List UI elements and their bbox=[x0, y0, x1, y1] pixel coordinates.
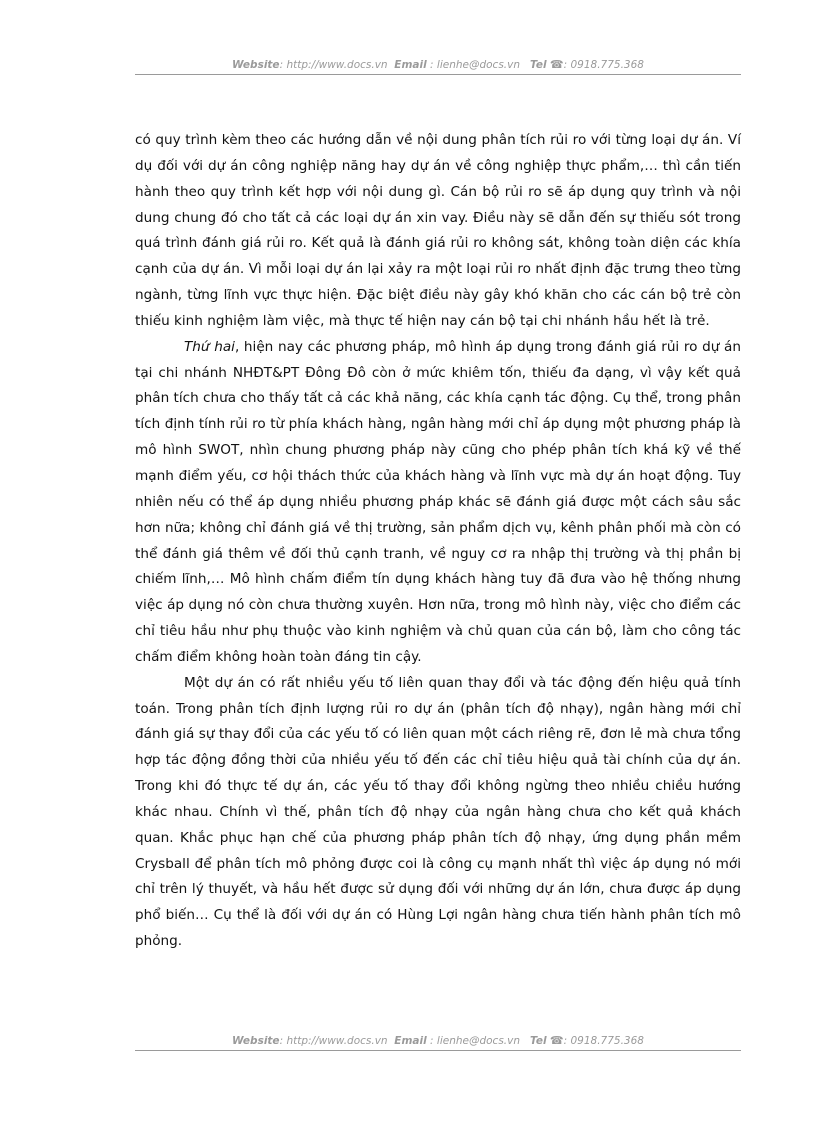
header-website-label: Website bbox=[232, 59, 280, 71]
footer-tel-value: : 0918.775.368 bbox=[563, 1035, 644, 1047]
page-footer bbox=[135, 1034, 741, 1056]
header-website-url[interactable]: http://www.docs.vn bbox=[286, 59, 388, 71]
footer-email-value[interactable]: lienhe@docs.vn bbox=[436, 1035, 521, 1047]
paragraph-3: Một dự án có rất nhiều yếu tố liên quan thay đổi và tác động đến hiệu quả tính toán. Trong phân tích định lượng rủi ro dự án (phân tích độ nhạy), ngân hàng mới chỉ đánh giá sự thay đổi của các yếu tố có liên quan một cách riêng rẽ, đơn lẻ mà chưa tổng hợp tác động đồng thời của nhiều yếu tố đến các chỉ tiêu hiệu quả tài chính của dự án. Trong khi đó thực tế dự án, các yếu tố thay đổi không ngừng theo nhiều chiều hướng khác nhau. Chính vì thế, phân tích độ nhạy của ngân hàng chưa cho kết quả khách quan. Khắc phục hạn chế của phương pháp phân tích độ nhạy, ứng dụng phần mềm Crysball để phân tích mô phỏng được coi là công cụ mạnh nhất thì việc áp dụng nó mới chỉ trên lý thuyết, và hầu hết được sử dụng đối với những dự án lớn, chưa được áp dụng phổ biến… Cụ thể là đối với dự án có Hùng Lợi ngân hàng chưa tiến hành phân tích mô phỏng. bbox=[135, 674, 741, 950]
footer-website-label: Website bbox=[232, 1035, 280, 1047]
header-email-value[interactable]: lienhe@docs.vn bbox=[436, 59, 521, 71]
header-tel-value: : 0918.775.368 bbox=[563, 59, 644, 71]
footer-email-sep: : bbox=[426, 1035, 437, 1047]
page-header bbox=[135, 58, 741, 80]
header-email-label: Email bbox=[394, 59, 427, 71]
header-tel-label: Tel bbox=[530, 59, 547, 71]
footer-email-label: Email bbox=[394, 1035, 427, 1047]
paragraph-1: có quy trình kèm theo các hướng dẫn về nội dung phân tích rủi ro với từng loại dự án. Ví dụ đối với dự án công nghiệp năng hay dự án về công nghiệp thực phẩm,… thì cần tiến hành theo quy trình kết hợp với nội dung gì. Cán bộ rủi ro sẽ áp dụng quy trình và nội dung chung đó cho tất cả các loại dự án xin vay. Điều này sẽ dẫn đến sự thiếu sót trong quá trình đánh giá rủi ro. Kết quả là đánh giá rủi ro không sát, không toàn diện các khía cạnh của dự án. Vì mỗi loại dự án lại xảy ra một loại rủi ro nhất định đặc trưng theo từng ngành, từng lĩnh vực thực hiện. Đặc biệt điều này gây khó khăn cho các cán bộ trẻ còn thiếu kinh nghiệm làm việc, mà thực tế hiện nay cán bộ tại chi nhánh hầu hết là trẻ. bbox=[135, 132, 741, 329]
document-body bbox=[135, 128, 741, 955]
footer-website-url[interactable]: http://www.docs.vn bbox=[286, 1035, 388, 1047]
header-email-sep: : bbox=[426, 59, 437, 71]
phone-icon: ☎ bbox=[549, 58, 564, 71]
paragraph-2 bbox=[135, 335, 741, 671]
paragraph-2-lead: Thứ hai bbox=[184, 338, 235, 355]
footer-website-sep: : bbox=[279, 1035, 287, 1047]
header-rule bbox=[135, 74, 741, 75]
footer-tel-label: Tel bbox=[530, 1035, 547, 1047]
footer-rule bbox=[135, 1050, 741, 1051]
header-website-sep: : bbox=[279, 59, 287, 71]
paragraph-2-text: , hiện nay các phương pháp, mô hình áp dụng trong đánh giá rủi ro dự án tại chi nhánh NHĐT&PT Đông Đô còn ở mức khiêm tốn, thiếu đa dạng, vì vậy kết quả phân tích chưa cho thấy tất cả các khả năng, các khía cạnh tác động. Cụ thể, trong phân tích định tính rủi ro từ phía khách hàng, ngân hàng mới chỉ áp dụng một phương pháp là mô hình SWOT, nhìn chung phương pháp này cũng cho phép phân tích khá kỹ về thế mạnh điểm yếu, cơ hội thách thức của khách hàng và lĩnh vực mà dự án hoạt động. Tuy nhiên nếu có thể áp dụng nhiều phương pháp khác sẽ đánh giá được một cách sâu sắc hơn nữa; không chỉ đánh giá về thị trường, sản phẩm dịch vụ, kênh phân phối mà còn có thể đánh giá thêm về đối thủ cạnh tranh, về nguy cơ ra nhập thị trường và thị phần bị chiếm lĩnh,… Mô hình chấm điểm tín dụng khách hàng tuy đã đưa vào hệ thống nhưng việc áp dụng nó còn chưa thường xuyên. Hơn nữa, trong mô hình này, việc cho điểm các chỉ tiêu hầu như phụ thuộc vào kinh nghiệm và chủ quan của cán bộ, làm cho công tác chấm điểm không hoàn toàn đáng tin cậy. bbox=[135, 338, 741, 665]
phone-icon: ☎ bbox=[549, 1034, 564, 1047]
